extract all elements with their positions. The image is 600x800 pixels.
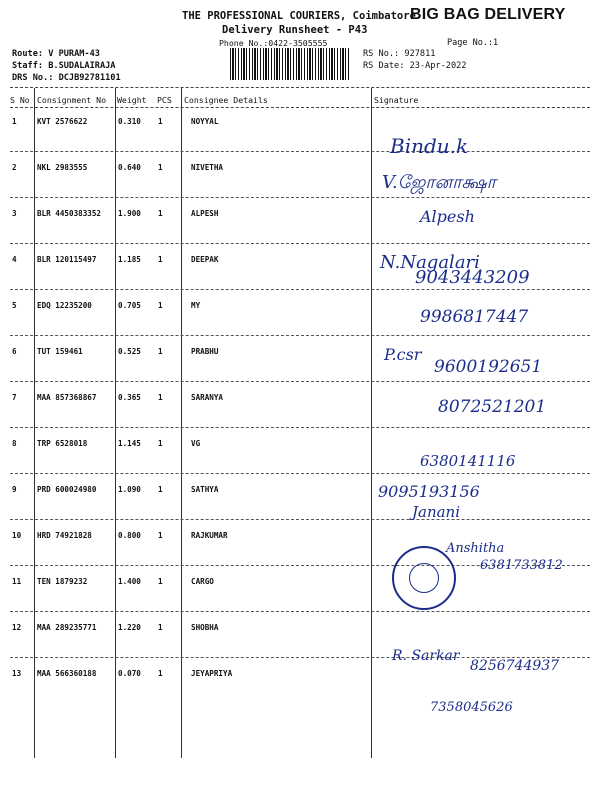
row-pcs: 1 — [158, 439, 163, 448]
row-weight: 1.185 — [118, 255, 141, 264]
signature: 6380141116 — [420, 452, 516, 470]
row-consignee: SATHYA — [191, 485, 219, 494]
row-weight: 1.145 — [118, 439, 141, 448]
row-consignee: NIVETHA — [191, 163, 224, 172]
row-consignment-no: NKL 2983555 — [37, 163, 88, 172]
row-consignee: JEYAPRIYA — [191, 669, 233, 678]
row-divider — [10, 289, 590, 290]
row-divider — [10, 427, 590, 428]
barcode-image — [230, 48, 350, 80]
signature: 9095193156 — [378, 482, 480, 501]
row-consignment-no: TUT 159461 — [37, 347, 83, 356]
stamp-emblem — [409, 563, 439, 593]
row-consignee: DEEPAK — [191, 255, 219, 264]
company-stamp — [392, 546, 456, 610]
row-divider — [10, 381, 590, 382]
row-sno: 1 — [12, 117, 17, 126]
rs-number: RS No.: 927811 — [363, 49, 436, 59]
row-consignee: NOYYAL — [191, 117, 219, 126]
row-consignment-no: KVT 2576622 — [37, 117, 88, 126]
row-pcs: 1 — [158, 255, 163, 264]
row-consignment-no: TRP 6528018 — [37, 439, 88, 448]
signature: 9986817447 — [420, 307, 529, 327]
row-divider — [10, 335, 590, 336]
signature: P.csr — [384, 345, 422, 364]
row-sno: 10 — [12, 531, 22, 540]
staff-label: Staff: B.SUDALAIRAJA — [12, 61, 116, 71]
row-weight: 0.070 — [118, 669, 141, 678]
row-pcs: 1 — [158, 669, 163, 678]
row-weight: 1.900 — [118, 209, 141, 218]
signature: 9043443209 — [415, 267, 530, 288]
signature: 6381733812 — [480, 558, 563, 573]
row-consignee: SHOBHA — [191, 623, 219, 632]
page-number: Page No.:1 — [447, 38, 499, 48]
row-consignee: MY — [191, 301, 201, 310]
rs-date: RS Date: 23-Apr-2022 — [363, 61, 467, 71]
row-sno: 6 — [12, 347, 17, 356]
row-sno: 13 — [12, 669, 22, 678]
signature: 9600192651 — [434, 357, 543, 377]
row-consignment-no: PRD 600024980 — [37, 485, 97, 494]
row-sno: 2 — [12, 163, 17, 172]
row-weight: 0.800 — [118, 531, 141, 540]
row-consignee: VG — [191, 439, 201, 448]
col-header-consignment: Consignment No — [37, 95, 107, 105]
row-sno: 8 — [12, 439, 17, 448]
signature: Alpesh — [420, 207, 475, 226]
row-divider — [10, 151, 590, 152]
row-sno: 3 — [12, 209, 17, 218]
row-pcs: 1 — [158, 209, 163, 218]
row-consignment-no: BLR 120115497 — [37, 255, 97, 264]
row-divider — [10, 243, 590, 244]
signature: 7358045626 — [430, 700, 513, 715]
signature: Anshitha — [446, 541, 505, 556]
signature: 8256744937 — [470, 658, 560, 674]
runsheet-title: Delivery Runsheet - P43 — [222, 24, 368, 36]
row-consignment-no: MAA 857368867 — [37, 393, 97, 402]
table-header-divider — [10, 107, 590, 108]
row-divider — [10, 519, 590, 520]
row-pcs: 1 — [158, 163, 163, 172]
row-sno: 11 — [12, 577, 22, 586]
col-header-signature: Signature — [374, 95, 419, 105]
company-name: THE PROFESSIONAL COURIERS, Coimbatore — [182, 10, 416, 22]
row-consignee: ALPESH — [191, 209, 219, 218]
row-consignee: PRABHU — [191, 347, 219, 356]
col-header-consignee: Consignee Details — [184, 95, 268, 105]
row-weight: 1.400 — [118, 577, 141, 586]
row-consignment-no: MAA 566360188 — [37, 669, 97, 678]
drs-number: DRS No.: DCJB92781101 — [12, 73, 121, 83]
row-weight: 0.640 — [118, 163, 141, 172]
signature: N.Nagalari — [380, 252, 480, 273]
row-pcs: 1 — [158, 577, 163, 586]
signature: Bindu.k — [390, 134, 469, 158]
row-pcs: 1 — [158, 301, 163, 310]
big-bag-badge: BIG BAG DELIVERY — [410, 6, 566, 23]
row-consignment-no: BLR 4450383352 — [37, 209, 102, 218]
signature: V.ஜோனாக்ஷா — [382, 172, 497, 193]
row-pcs: 1 — [158, 623, 163, 632]
row-pcs: 1 — [158, 531, 163, 540]
signature: R. Sarkar — [392, 648, 460, 664]
table-top-divider — [10, 87, 590, 88]
row-weight: 0.365 — [118, 393, 141, 402]
row-weight: 1.220 — [118, 623, 141, 632]
row-sno: 4 — [12, 255, 17, 264]
row-divider — [10, 197, 590, 198]
row-weight: 0.310 — [118, 117, 141, 126]
signature: Janani — [412, 503, 461, 521]
col-header-pcs: PCS — [157, 95, 172, 105]
phone-number: Phone No.:0422-3505555 — [219, 38, 328, 48]
route-label: Route: V PURAM-43 — [12, 49, 100, 59]
row-consignment-no: MAA 289235771 — [37, 623, 97, 632]
row-consignee: CARGO — [191, 577, 214, 586]
row-consignee: RAJKUMAR — [191, 531, 228, 540]
row-pcs: 1 — [158, 485, 163, 494]
row-sno: 12 — [12, 623, 22, 632]
row-consignee: SARANYA — [191, 393, 224, 402]
col-header-sno: S No — [10, 95, 30, 105]
row-pcs: 1 — [158, 347, 163, 356]
row-consignment-no: TEN 1879232 — [37, 577, 88, 586]
row-weight: 1.090 — [118, 485, 141, 494]
row-pcs: 1 — [158, 393, 163, 402]
row-sno: 7 — [12, 393, 17, 402]
row-consignment-no: HRD 74921828 — [37, 531, 92, 540]
row-consignment-no: EDQ 12235200 — [37, 301, 92, 310]
row-pcs: 1 — [158, 117, 163, 126]
row-divider — [10, 611, 590, 612]
signature: 8072521201 — [438, 397, 547, 417]
row-sno: 9 — [12, 485, 17, 494]
col-header-weight: Weight — [117, 95, 147, 105]
row-weight: 0.705 — [118, 301, 141, 310]
row-divider — [10, 473, 590, 474]
row-weight: 0.525 — [118, 347, 141, 356]
row-sno: 5 — [12, 301, 17, 310]
